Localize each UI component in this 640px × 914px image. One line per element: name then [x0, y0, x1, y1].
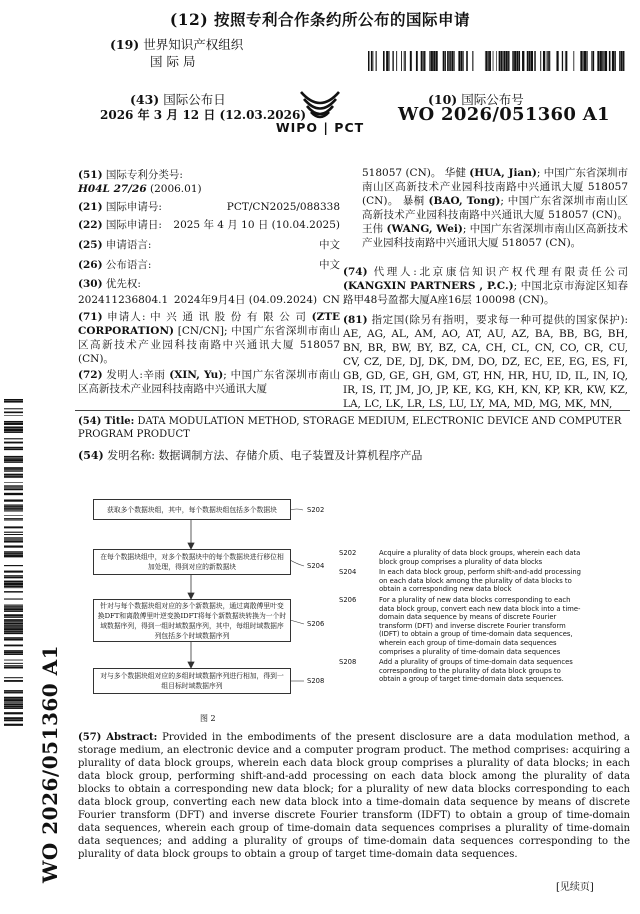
inventor-field [78, 368, 340, 396]
barcode-bar [4, 591, 23, 592]
figure-legend [339, 549, 584, 686]
barcode-bar [371, 51, 372, 71]
barcode-bar [496, 51, 497, 71]
barcode-bar [449, 51, 450, 71]
legend-text: In each data block group, perform shift-and-add processing on each data block among the plurality of data blocks to obtain a corresponding new data block [379, 568, 582, 594]
barcode-bar [4, 704, 23, 706]
barcode-bar [514, 51, 516, 71]
org-code: (19) [110, 37, 140, 52]
inventor-cont-1-rest: ; 中国广东省深圳市南山区高新技术产业园科技南路中兴通讯大厦 518057 (CN)。 暴桐 [362, 167, 628, 207]
barcode-bar [4, 581, 23, 583]
filing-code: (22) [78, 219, 103, 231]
barcode-bar [4, 474, 23, 476]
barcode-bar [4, 608, 23, 610]
barcode-bar [4, 651, 23, 653]
barcode-bar [4, 532, 23, 533]
barcode-bar [489, 51, 491, 71]
abstract-code: (57) [78, 732, 102, 743]
barcode-bar [527, 51, 529, 71]
abstract [78, 731, 630, 861]
barcode-bar [4, 509, 23, 510]
barcode-bar [586, 51, 587, 71]
barcode-bar [619, 51, 620, 71]
legend-row [339, 549, 584, 566]
barcode-bar [383, 51, 385, 71]
priority-label: 优先权: [105, 278, 141, 290]
barcode-bar [4, 607, 23, 608]
barcode-bar [4, 534, 23, 535]
barcode-bar [4, 690, 23, 692]
barcode-top [368, 51, 630, 71]
title-zh [78, 447, 628, 463]
legend-step: S202 [339, 549, 357, 557]
barcode-bar [376, 51, 377, 71]
abstract-text: Provided in the embodiments of the present disclosure are a data modulation method, a storage medium, an electronic device and a computer program product. The method comprises: acquiring a plurality of data block groups, wherein each data block group comprises a plurality of data blocks; in each data block group, performing shift-and-add processing on each data block among the plurality of data blocks to obtain a corresponding new data block; for a plurality of new data blocks corresponding to each data block group, converting each new data block into a time-domain data sequence by means of discrete Fourier transform (DFT) and inverse discrete Fourier transform (IDFT) to obtain a group of time-domain data sequences, wherein each group of time-domain data sequences comprises a plurality of time-domain data sequences; and adding a plurality of groups of time-domain data sequences corresponding to the plurality of data block groups to obtain a group of target time-domain data sequences. [78, 732, 630, 860]
barcode-bar [4, 611, 23, 612]
barcode-bar [4, 724, 23, 726]
title-code: (54) [78, 416, 102, 427]
appno-label: 国际申请号: [105, 201, 162, 213]
barcode-bar [4, 638, 23, 640]
appno-value: PCT/CN2025/088338 [226, 201, 340, 213]
wipo-logo [270, 88, 370, 135]
legend-step: S206 [339, 595, 357, 604]
title-label-en: Title: [104, 416, 135, 427]
barcode-bar [4, 677, 23, 678]
barcode-bar [488, 51, 489, 71]
barcode-bar [368, 51, 369, 71]
barcode-bar [447, 51, 449, 71]
barcode-bar [4, 399, 23, 400]
barcode-bar [4, 717, 23, 719]
legend-text: For a plurality of new data blocks corresponding to each data block group, convert each new data block into a time-domain data sequence by means of discrete Fourier transform (DFT) and inverse discrete Fourier transform (IDFT) to obtain a group of time-domain data sequences, wherein each group of time-domain data sequences comprises a plurality of time-domain data sequences [379, 595, 581, 656]
barcode-bar [4, 650, 23, 651]
flow-step-label-s202: S202 [307, 506, 325, 514]
barcode-bar [416, 51, 418, 71]
legend-text: Acquire a plurality of data block groups, wherein each data block group comprises a plurality of data blocks [379, 549, 581, 566]
barcode-bar [4, 706, 23, 708]
inventor-cont-1-en: (HUA, Jian) [469, 167, 537, 179]
barcode-bar [4, 619, 23, 621]
continued-note: [见续页] [556, 882, 594, 893]
appno-field [78, 200, 340, 214]
barcode-bar [386, 51, 388, 71]
applicant-code: (71) [78, 311, 103, 323]
inventor-label: 发明人: [106, 369, 143, 381]
barcode-bar [4, 507, 23, 509]
pub-date: 2026 年 3 月 12 日 (12.03.2026) [100, 108, 307, 122]
barcode-bar [4, 605, 23, 606]
flow-step-label-s208: S208 [307, 677, 325, 685]
ipc-date: (2006.01) [149, 183, 202, 195]
org-name: 世界知识产权组织 [143, 37, 244, 52]
inventor-cont-2-rest: ; 中国广东省深圳市南山区高新技术产业园科技南路中兴通讯大厦 518057 (CN)。 王伟 [362, 195, 629, 235]
barcode-bar [4, 469, 23, 470]
barcode-bar [4, 488, 23, 489]
barcode-bar [4, 421, 23, 422]
barcode-bar [604, 51, 605, 71]
barcode-bar [549, 51, 550, 71]
barcode-bar [503, 51, 505, 71]
legend-step: S208 [339, 658, 357, 667]
barcode-bar [4, 663, 23, 664]
title-label-zh: 发明名称: [107, 449, 155, 462]
barcode-bar [4, 692, 23, 693]
org-bureau: 国 际 局 [150, 54, 196, 69]
barcode-bar [472, 51, 473, 71]
pub-lang-field [78, 258, 340, 272]
barcode-bar [4, 708, 23, 709]
barcode-bar [424, 51, 425, 71]
wipo-emblem-icon [297, 88, 343, 122]
barcode-bar [4, 431, 23, 433]
barcode-bar [4, 537, 23, 538]
barcode-bar [436, 51, 438, 71]
barcode-bar [4, 504, 23, 505]
barcode-bar [389, 51, 390, 71]
barcode-bar [4, 401, 23, 403]
filing-lang-value: 中文 [319, 239, 340, 251]
barcode-bar [486, 51, 487, 71]
barcode-bar [433, 51, 435, 71]
barcode-bar [543, 51, 545, 71]
barcode-bar [4, 583, 23, 585]
title-text-zh: 数据调制方法、存储介质、电子装置及计算机程序产品 [158, 449, 423, 462]
barcode-bar [573, 51, 574, 71]
barcode-bar [522, 51, 524, 71]
barcode-bar [4, 476, 23, 477]
appno-code: (21) [78, 201, 103, 213]
barcode-bar [410, 51, 412, 71]
ipc-code: (51) [78, 169, 103, 181]
pub-date-code: (43) [130, 92, 160, 107]
barcode-bar [4, 680, 23, 682]
barcode-bar [4, 477, 23, 478]
barcode-bar [445, 51, 446, 71]
barcode-bar [4, 459, 23, 461]
barcode-bar [565, 51, 566, 71]
barcode-bar [562, 51, 563, 71]
agent-address: ; 中国北京市海淀区知春路甲48号盈都大厦A座16层 100098 (CN)。 [343, 280, 629, 306]
barcode-bar [461, 51, 463, 71]
inventor-name: 辛雨 [142, 369, 166, 381]
barcode-bar [4, 457, 23, 458]
legend-row [339, 658, 584, 684]
barcode-bar [4, 526, 23, 528]
ipc-field [78, 168, 340, 196]
barcode-bar [4, 637, 23, 638]
barcode-bar [4, 667, 23, 669]
barcode-bar [4, 482, 23, 483]
barcode-bar [4, 645, 23, 647]
barcode-bar [4, 632, 23, 634]
barcode-bar [4, 625, 23, 626]
filing-lang-field [78, 238, 340, 252]
barcode-bar [4, 540, 23, 541]
barcode-bar [597, 51, 599, 71]
barcode-bar [4, 447, 23, 448]
barcode-bar [4, 489, 23, 490]
inventor-cont-2-en: (BAO, Tong) [428, 195, 501, 207]
barcode-bar [4, 617, 23, 618]
barcode-bar [431, 51, 433, 71]
barcode-bar [512, 51, 513, 71]
barcode-bar [4, 628, 23, 630]
barcode-bar [392, 51, 393, 71]
filing-lang-code: (25) [78, 239, 103, 251]
barcode-bar [4, 438, 23, 439]
barcode-bar [443, 51, 445, 71]
barcode-bar [548, 51, 549, 71]
barcode-bar [4, 462, 23, 463]
organization-block [110, 36, 243, 70]
barcode-bar [502, 51, 503, 71]
barcode-bar [4, 614, 23, 616]
barcode-bar [4, 408, 23, 409]
barcode-bar [4, 551, 23, 553]
flow-step-label-s204: S204 [307, 562, 325, 570]
abstract-label: Abstract: [106, 732, 158, 743]
barcode-bar [4, 519, 23, 520]
applicant-field [78, 310, 340, 366]
title-text-en: DATA MODULATION METHOD, STORAGE MEDIUM, ELECTRONIC DEVICE AND COMPUTER PROGRAM PRODUCT [78, 416, 622, 440]
pub-lang-label: 公布语言: [105, 259, 152, 271]
legend-text: Add a plurality of groups of time-domain data sequences corresponding to the plurality of data block groups to obtain a group of target time-domain data sequences. [379, 658, 573, 684]
barcode-bar [493, 51, 494, 71]
barcode-bar [4, 467, 23, 469]
filing-date-field [78, 218, 340, 232]
barcode-bar [396, 51, 397, 71]
flow-step-box-s202: 获取多个数据块组，其中，每个数据块组包括多个数据块 [93, 499, 291, 520]
barcode-bar [600, 51, 602, 71]
priority-number: 202411236804.1 [78, 294, 169, 306]
barcode-bar [373, 51, 374, 71]
barcode-bar [4, 412, 23, 414]
divider [75, 410, 630, 411]
pub-number-code: (10) [428, 92, 458, 107]
barcode-bar [614, 51, 616, 71]
barcode-bar [421, 51, 422, 71]
inventor-cont-3-rest: ; 中国广东省深圳市南山区高新技术产业园科技南路中兴通讯大厦 518057 (CN)。 [362, 223, 629, 249]
barcode-bar [4, 493, 23, 495]
agent-name-en: (KANGXIN PARTNERS , P.C.) [343, 280, 514, 292]
barcode-bar [4, 712, 23, 714]
barcode-bar [4, 541, 23, 543]
barcode-bar [4, 631, 23, 632]
pub-date-label: 国际公布日 [163, 92, 226, 107]
barcode-bar [547, 51, 548, 71]
barcode-bar [612, 51, 614, 71]
barcode-bar [4, 471, 23, 472]
barcode-bar [4, 571, 23, 573]
barcode-bar [499, 51, 501, 71]
barcode-bar [4, 606, 23, 607]
inventor-address: ; 中国广东省深圳市南山区高新技术产业园科技南路中兴通讯大厦 [78, 369, 341, 395]
barcode-bar [450, 51, 451, 71]
agent-code: (74) [343, 266, 368, 278]
barcode-bar [4, 449, 23, 451]
applicant-name-en: (ZTE CORPORATION) [78, 311, 341, 337]
barcode-bar [584, 51, 586, 71]
barcode-bar [580, 51, 582, 71]
barcode-bar [4, 545, 23, 547]
priority-date: 2024年9月4日 (04.09.2024) [173, 294, 318, 306]
inventor-cont-3-en: (WANG, Wei) [386, 223, 463, 235]
barcode-bar [540, 51, 541, 71]
designated-states-field [343, 313, 628, 411]
legend-row [339, 568, 584, 594]
barcode-bar [4, 654, 23, 655]
barcode-bar [4, 626, 23, 628]
barcode-bar [422, 51, 423, 71]
barcode-bar [4, 511, 23, 512]
barcode-bar [518, 51, 520, 71]
barcode-bar [4, 699, 23, 701]
wipo-logo-text: WIPO | PCT [275, 120, 365, 135]
barcode-bar [429, 51, 430, 71]
barcode-bar [529, 51, 531, 71]
barcode-bar [501, 51, 503, 71]
barcode-bar [621, 51, 623, 71]
barcode-bar [516, 51, 518, 71]
barcode-bar [4, 499, 23, 501]
barcode-bar [4, 539, 23, 540]
barcode-bar [592, 51, 594, 71]
title-code-zh: (54) [78, 449, 104, 462]
filing-value: 2025 年 4 月 10 日 (10.04.2025) [173, 219, 340, 231]
pub-number: WO 2026/051360 A1 [398, 104, 610, 125]
barcode-bar [4, 555, 23, 557]
barcode-bar [452, 51, 454, 71]
barcode-bar [404, 51, 405, 71]
barcode-bar [4, 660, 23, 661]
pub-lang-code: (26) [78, 259, 103, 271]
barcode-bar [602, 51, 603, 71]
barcode-bar [4, 703, 23, 704]
barcode-bar [405, 51, 406, 71]
barcode-bar [556, 51, 558, 71]
pub-lang-value: 中文 [319, 259, 340, 271]
barcode-bar [4, 701, 23, 702]
barcode-bar [506, 51, 508, 71]
barcode-bar [4, 415, 23, 416]
barcode-bar [4, 697, 23, 699]
applicant-name: 中 兴 通 讯 股 份 有 限 公 司 [150, 311, 308, 323]
barcode-bar [463, 51, 464, 71]
states-list: AE, AG, AL, AM, AO, AT, AU, AZ, BA, BB, BG, BH, BN, BR, BW, BY, BZ, CA, CH, CL, CN, CO, CR, CU, CV, CZ, DE, DJ, DK, DM, DO, DZ, EC, EE, EG, ES, FI, GB, GD, GE, GH, GM, GT, HN, HR, HU, ID, IL, IN, IQ, IR, IS, IT, JM, JO, JP, KE, KG, KH, KN, KP, KR, KW, KZ, LA, LC, LK, LR, LS, LU, LY, MA, MD, MG, MK, MN, [343, 328, 628, 410]
barcode-bar [4, 426, 23, 428]
barcode-side [4, 398, 23, 728]
barcode-bar [4, 622, 23, 624]
barcode-bar [4, 587, 23, 588]
barcode-bar [4, 423, 23, 425]
agent-name: 北京康信知识产权代理有限责任公司 [416, 266, 629, 278]
barcode-bar [4, 456, 23, 457]
barcode-bar [531, 51, 533, 71]
agent-field [343, 265, 628, 307]
states-code: (81) [343, 314, 368, 326]
barcode-bar [623, 51, 624, 71]
flow-step-box-s208: 对与多个数据块组对应的多组时域数据序列进行相加，得到一组目标时域数据序列 [93, 668, 291, 694]
inventor-cont-1: 518057 (CN)。 华健 [362, 167, 466, 179]
barcode-bar [4, 506, 23, 507]
barcode-bar [4, 575, 23, 576]
inventor-name-en: (XIN, Yu) [169, 369, 224, 381]
filing-label: 国际申请日: [105, 219, 162, 231]
flow-step-box-s204: 在每个数据块组中，对多个数据块中的每个数据块进行移位相加处理，得到对应的新数据块 [93, 549, 291, 575]
barcode-bar [591, 51, 592, 71]
side-pub-number: WO 2026/051360 A1 [38, 644, 62, 884]
states-label: 指定国(除另有指明，要求每一种可提供的国家保护): [371, 314, 628, 326]
priority-country: CN [322, 294, 340, 306]
barcode-bar [534, 51, 535, 71]
pub-number-label: 国际公布号 [461, 92, 524, 107]
filing-lang-label: 申请语言: [105, 239, 152, 251]
ipc-label: 国际专利分类号: [105, 169, 183, 181]
barcode-bar [454, 51, 455, 71]
flow-step-label-s206: S206 [307, 620, 325, 628]
barcode-bar [458, 51, 460, 71]
applicant-label: 申请人: [107, 311, 146, 323]
barcode-bar [4, 565, 23, 566]
barcode-bar [401, 51, 402, 71]
barcode-bar [4, 485, 23, 486]
barcode-bar [605, 51, 607, 71]
agent-label: 代理人: [373, 266, 417, 278]
figure-caption: 图 2 [200, 714, 216, 723]
barcode-bar [4, 598, 23, 599]
barcode-bar [583, 51, 584, 71]
barcode-bar [609, 51, 611, 71]
document-type-heading: (12) 按照专利合作条约所公布的国际申请 [169, 10, 471, 29]
barcode-bar [4, 429, 23, 431]
barcode-bar [566, 51, 567, 71]
priority-field [78, 277, 340, 307]
barcode-bar [4, 719, 23, 721]
barcode-bar [4, 442, 23, 444]
barcode-bar [4, 577, 23, 579]
inventor-continued [362, 166, 628, 250]
title-en [78, 416, 628, 441]
ipc-value: H04L 27/26 [78, 183, 147, 195]
legend-row [339, 596, 584, 656]
barcode-bar [4, 486, 23, 487]
barcode-bar [4, 621, 23, 622]
barcode-bar [4, 585, 23, 587]
priority-code: (30) [78, 278, 103, 290]
barcode-bar [466, 51, 468, 71]
barcode-bar [4, 665, 23, 666]
inventor-code: (72) [78, 369, 103, 381]
applicant-address: [CN/CN]; 中国广东省深圳市南山区高新技术产业园科技南路中兴通讯大厦 518057 (CN)。 [78, 325, 340, 365]
legend-step: S204 [339, 568, 357, 577]
flow-step-box-s206: 针对与每个数据块组对应的多个新数据块，通过离散傅里叶变换DFT和离散傅里叶逆变换IDFT将每个新数据块转换为一个时域数据序列，得到一组时域数据序列，其中，每组时域数据序列包括多个时域数据序列 [93, 599, 291, 642]
barcode-bar [4, 515, 23, 516]
barcode-bar [4, 553, 23, 555]
barcode-bar [485, 51, 486, 71]
barcode-bar [508, 51, 509, 71]
barcode-bar [4, 518, 23, 519]
